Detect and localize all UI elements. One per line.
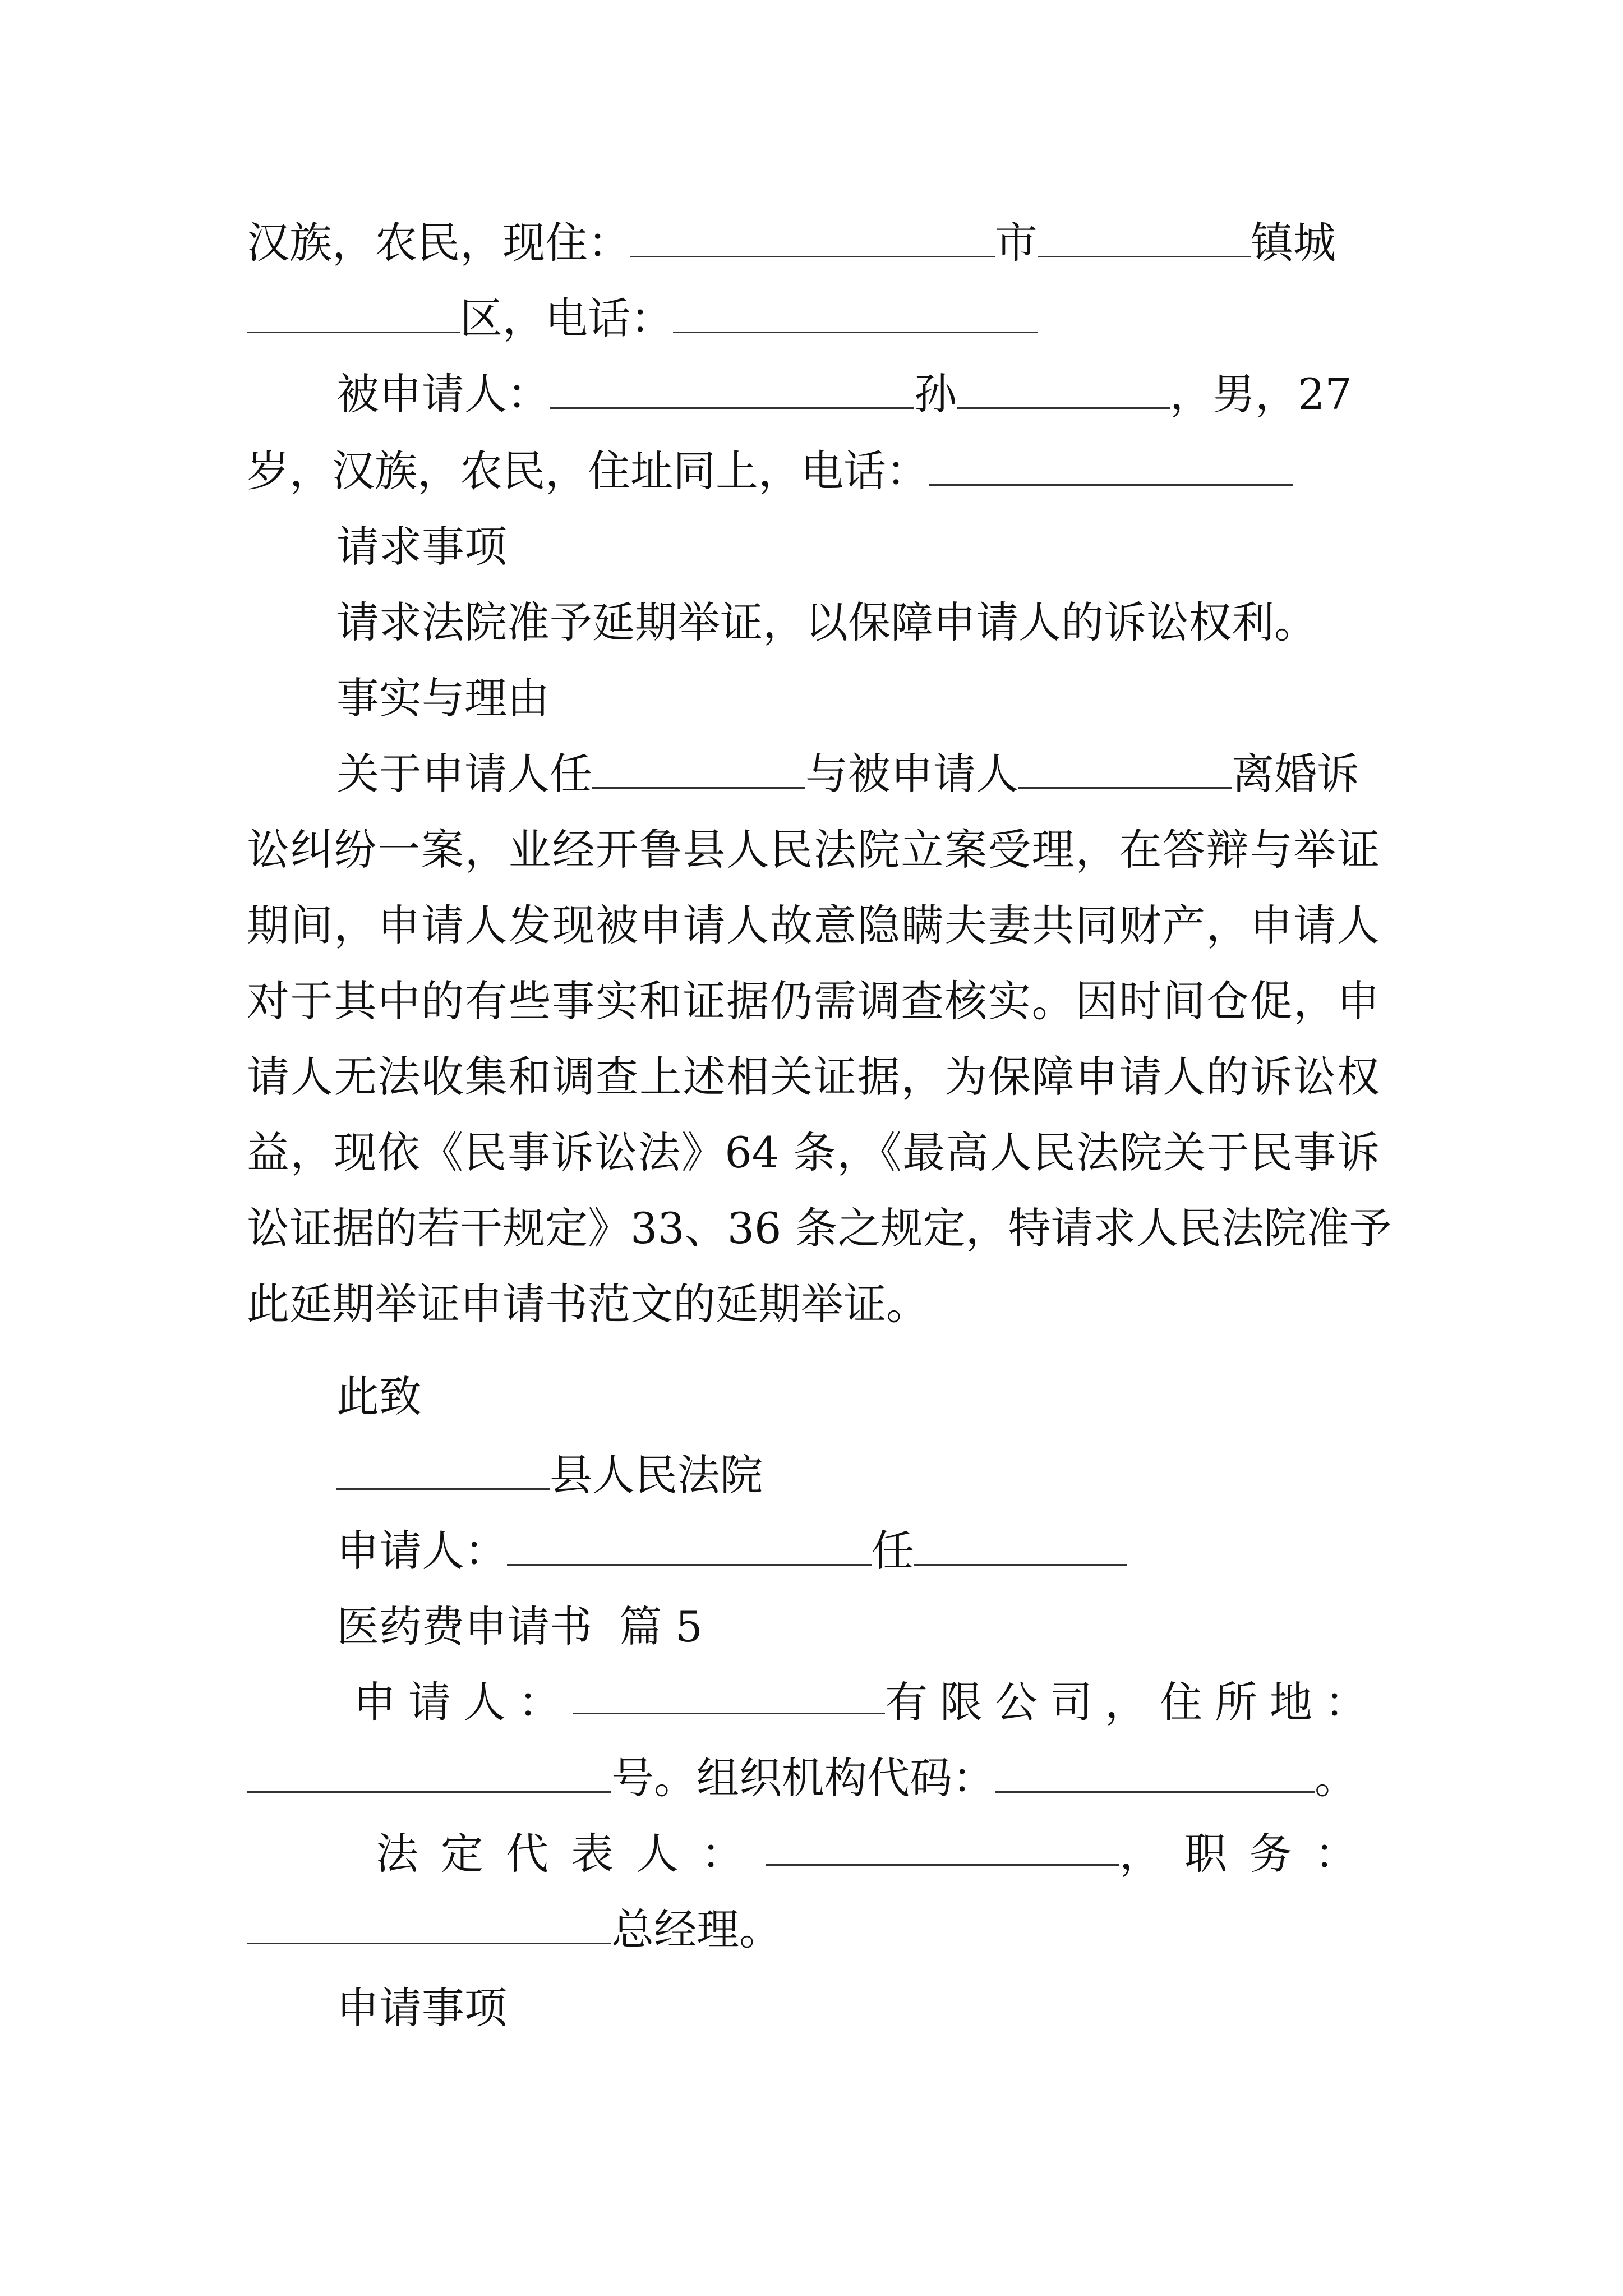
section-title: 医药费申请书 篇 5	[336, 1602, 703, 1651]
respondent-details: 岁，汉族，农民，住址同上，电话：	[247, 446, 929, 496]
legal-rep-line	[376, 1826, 1380, 1882]
respondent-surname: 孙	[914, 369, 957, 419]
phone-label: 区，电话：	[460, 293, 673, 343]
respondent-gender-age: ，男，27	[1170, 369, 1352, 419]
respondent-phone-blank	[929, 446, 1293, 486]
facts-paragraph-line: 对于其中的有些事实和证据仍需调查核实。因时间仓促，申	[247, 976, 1380, 1026]
period-text: 。	[1315, 1753, 1357, 1803]
signature-surname: 任	[872, 1526, 914, 1576]
facts-paragraph-line: 此延期举证申请书范文的延期举证。	[247, 1279, 929, 1329]
heading-apply: 申请事项	[336, 1983, 507, 2033]
applicant-company-line	[353, 1674, 1380, 1731]
signature-name-blank	[914, 1526, 1127, 1566]
facts-paragraph-line: 请人无法收集和调查上述相关证据，为保障申请人的诉讼权	[247, 1052, 1380, 1102]
heading-request: 请求事项	[336, 522, 507, 572]
org-code-label: 号。组织机构代码：	[611, 1753, 995, 1803]
facts-paragraph-line: 期间，申请人发现被申请人故意隐瞒夫妻共同财产，申请人	[247, 900, 1380, 950]
facts-divorce: 离婚诉	[1232, 749, 1359, 799]
respondent-name-blank-2	[1018, 749, 1232, 789]
court-line	[336, 1447, 763, 1503]
court-name: 县人民法院	[550, 1450, 763, 1500]
address-line	[247, 1750, 1357, 1806]
phone-blank	[673, 293, 1038, 333]
ethnicity-text: 汉族，农民，现住：	[247, 218, 630, 268]
position-line	[247, 1902, 782, 1958]
respondent-name-blank	[957, 369, 1170, 409]
respondent-label: 被申请人：	[336, 369, 550, 419]
legal-rep-blank	[766, 1826, 1119, 1866]
position-label: ，职务：	[1119, 1829, 1380, 1879]
county-blank	[336, 1450, 550, 1490]
town-text: 镇城	[1251, 218, 1336, 268]
facts-paragraph-line: 讼纠纷一案，业经开鲁县人民法院立案受理，在答辩与举证	[247, 825, 1380, 875]
district-blank	[247, 293, 460, 333]
company-name-blank	[573, 1674, 885, 1714]
respondent-line	[336, 366, 1352, 422]
facts-paragraph-line: 讼证据的若干规定》33、36 条之规定，特请求人民法院准予	[247, 1203, 1392, 1253]
legal-rep-label: 法定代表人：	[376, 1829, 766, 1879]
residence-line	[247, 215, 1336, 271]
facts-first-line	[336, 746, 1359, 802]
facts-applicant: 关于申请人任	[336, 749, 592, 799]
phone-line	[247, 291, 1038, 347]
org-code-blank	[995, 1753, 1315, 1793]
closing-text: 此致	[336, 1372, 422, 1421]
applicant-name-blank	[592, 749, 805, 789]
applicant-label: 申请人：	[353, 1677, 573, 1727]
respondent-phone-line	[247, 443, 1293, 499]
facts-paragraph-line: 益，现依《民事诉讼法》64 条，《最高人民法院关于民事诉	[247, 1128, 1380, 1177]
town-blank	[1038, 218, 1251, 257]
address-blank	[247, 1753, 611, 1793]
respondent-blank	[550, 369, 914, 409]
signature-blank	[507, 1526, 872, 1566]
signature-line	[336, 1523, 1127, 1579]
position-blank	[247, 1904, 611, 1944]
position-text: 总经理。	[611, 1904, 782, 1954]
signature-label: 申请人：	[336, 1526, 507, 1576]
company-address-label: 有限公司，住所地：	[885, 1677, 1380, 1727]
residence-blank	[630, 218, 995, 257]
request-text: 请求法院准予延期举证，以保障申请人的诉讼权利。	[336, 597, 1317, 647]
facts-respondent: 与被申请人	[805, 749, 1018, 799]
heading-facts: 事实与理由	[336, 673, 550, 723]
city-text: 市	[995, 218, 1038, 268]
